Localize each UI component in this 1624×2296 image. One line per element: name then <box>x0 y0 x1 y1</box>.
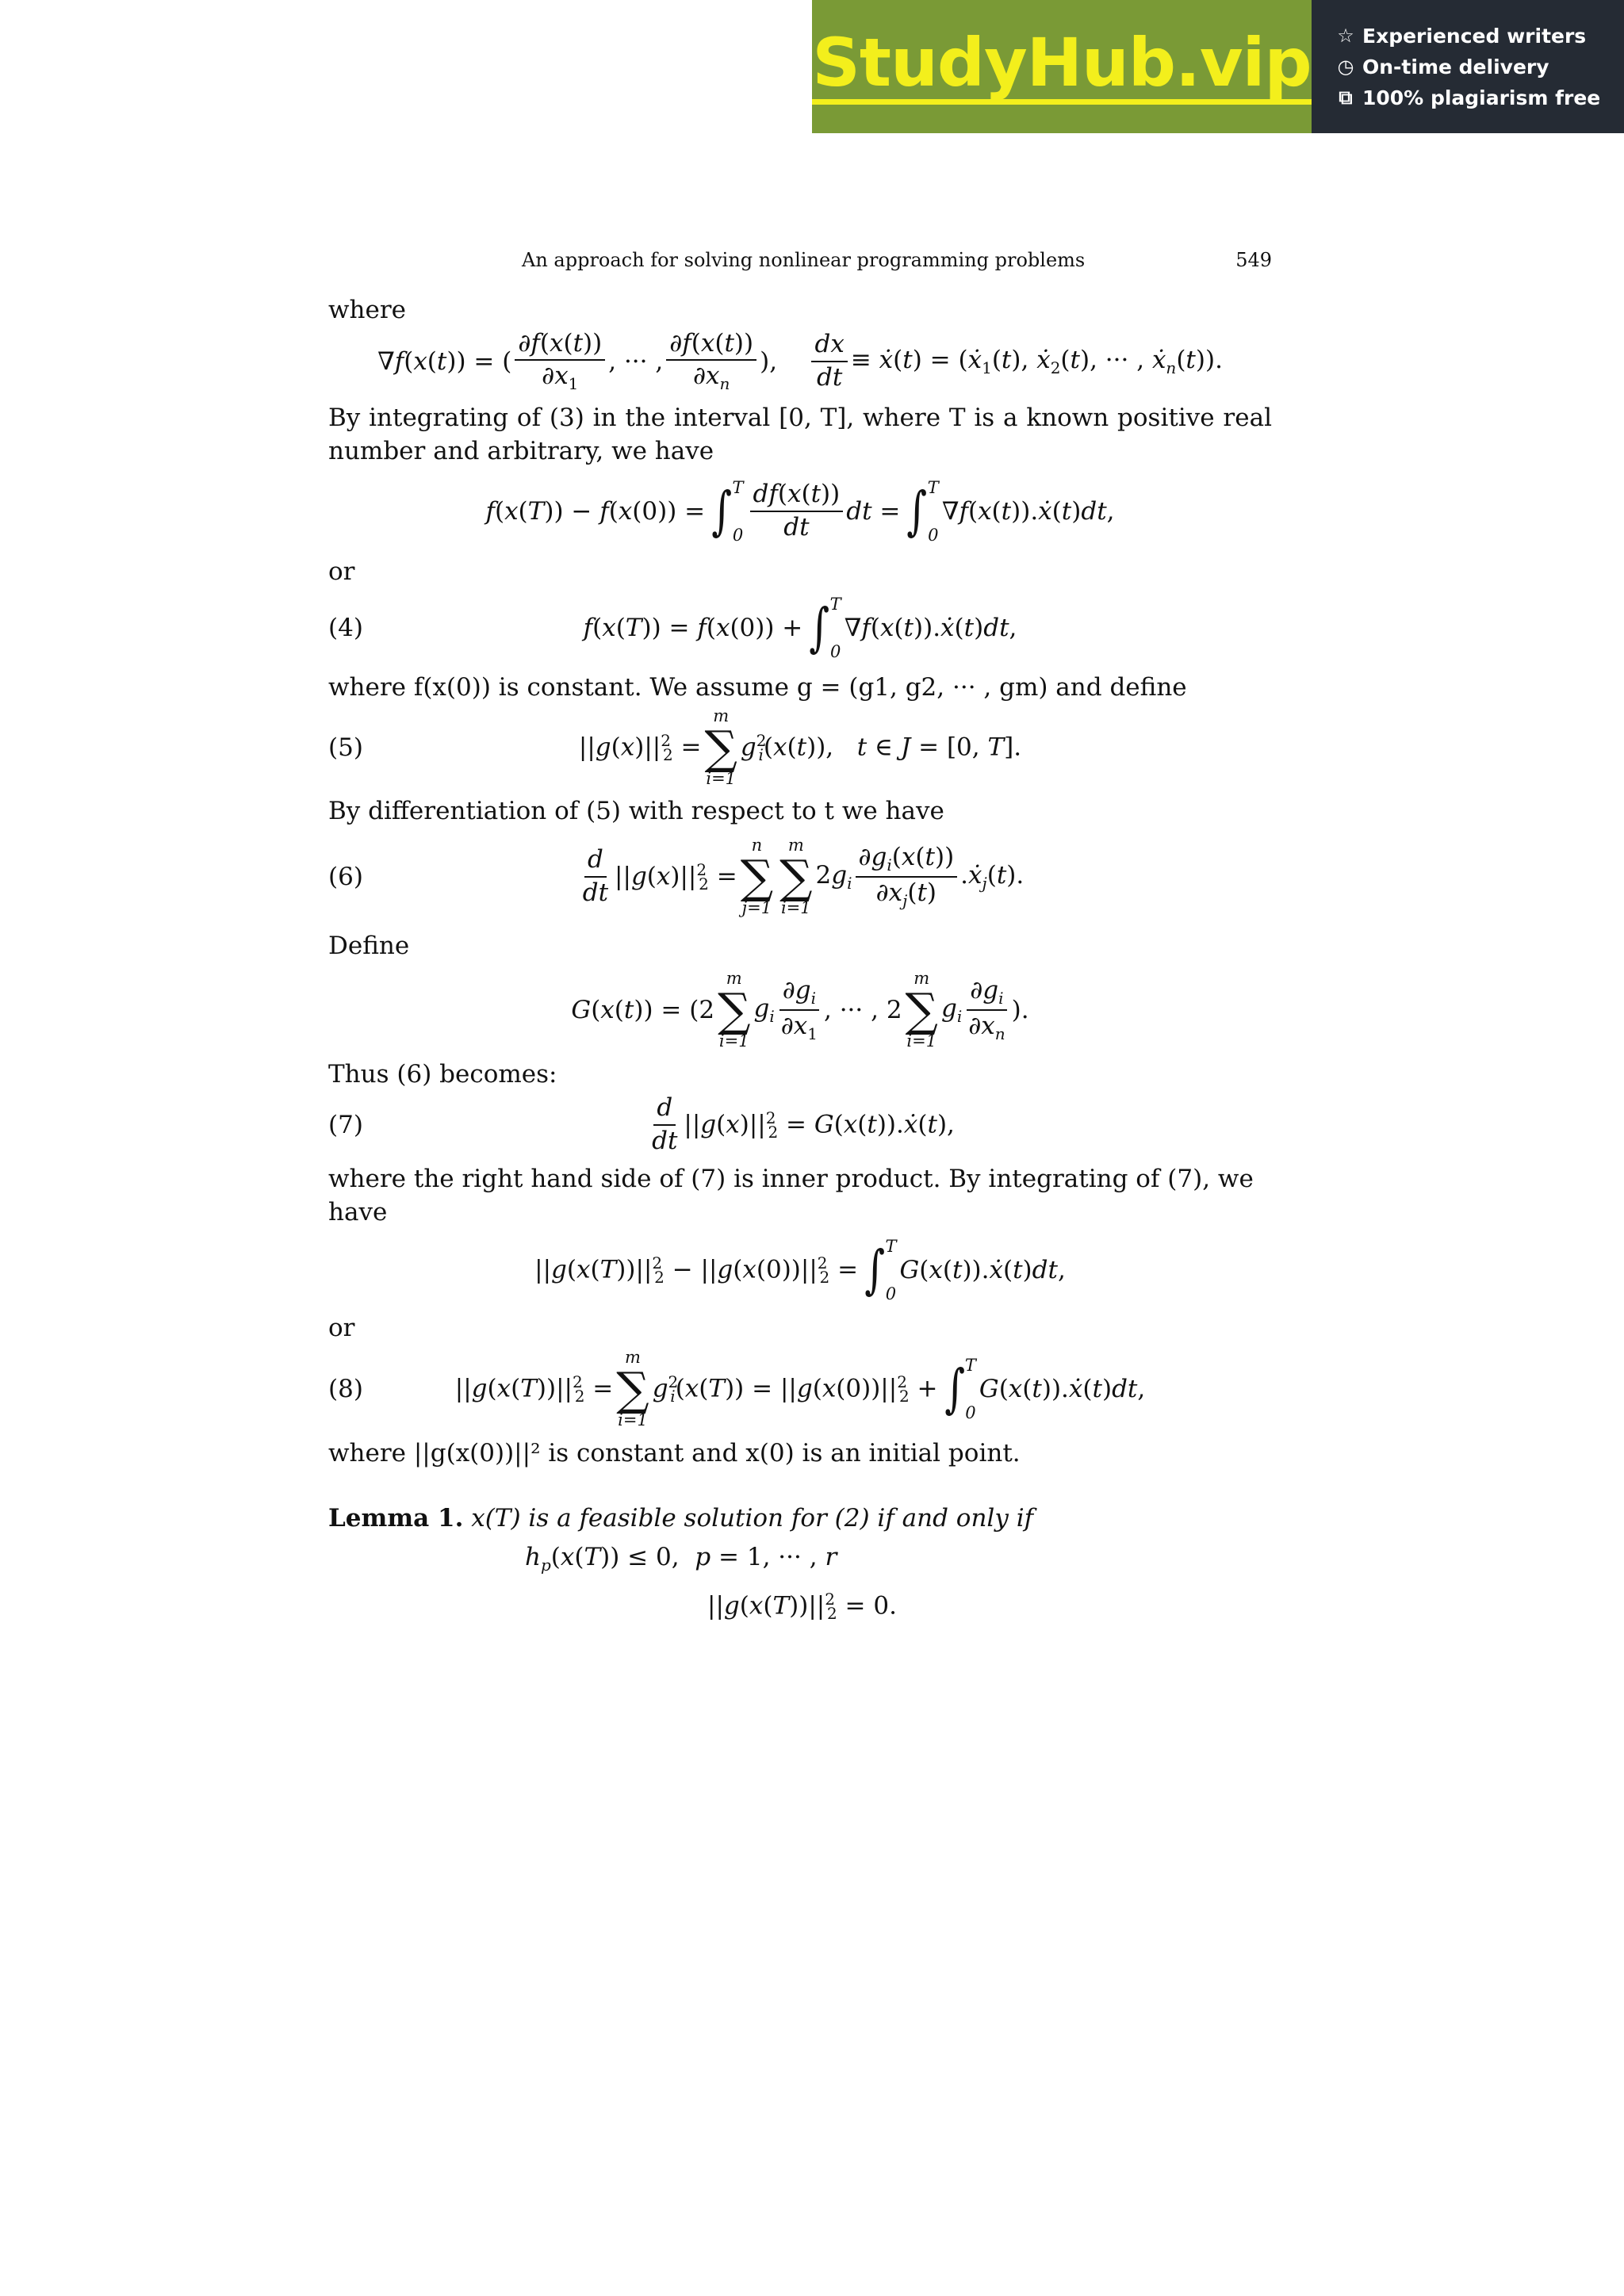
brand-logo[interactable]: StudyHub.vip <box>812 29 1311 105</box>
text-or: or <box>328 1314 355 1342</box>
lemma-label: Lemma 1. <box>328 1504 464 1533</box>
equation-G: G(x(t)) = (2 m ∑ i=1 $g_i$ $\frac{\partial g_i}{\partial x_1}$ , ··· , 2 m ∑ i=1 $g_i$ $\frac{\partial g_i}{\partial x_n}$ ). <box>571 969 1029 1050</box>
equation-difference: f(x(T)) − f(x(0)) = ∫ T 0 $\frac{df(x(t))}{dt}$ dt = ∫ T 0 ∇f(x(t)).ẋ(t)dt, <box>485 478 1115 545</box>
equation-number: (8) <box>328 1375 363 1403</box>
brand-panel[interactable] <box>812 0 1312 133</box>
star-icon: ☆ <box>1337 25 1354 47</box>
equation-norm-difference: $||g(x(T))||^2_2 - ||g(x(0))||^2_2$ = ∫ T 0 G(x(t)).ẋ(t)dt, <box>534 1237 1066 1303</box>
text-thus: Thus (6) becomes: <box>328 1060 557 1089</box>
paragraph-integrating: By integrating of (3) in the interval [0, T], where T is a known positive real number and arbitrary, we have <box>328 404 1272 465</box>
equation-number: (7) <box>328 1111 363 1139</box>
equation-5: (5) $||g(x)||^2_2$ = m ∑ i=1 $g^2_i(x(t))$, t ∈ J = [0, T]. <box>328 706 1022 788</box>
equation-number: (4) <box>328 614 363 642</box>
paragraph-inner-product: where the right hand side of (7) is inner product. By integrating of (7), we have <box>328 1165 1254 1226</box>
equation-number: (6) <box>328 863 363 891</box>
ad-banner[interactable] <box>812 0 1624 133</box>
equation-6: (6) $\frac{d}{dt}$ $||g(x)||^2_2$ = n ∑ j=1 m ∑ i=1 $2g_i$ $\frac{\partial g_i(x(t))}{\partial x_j(t)}$ .ẋ$_j$(t). <box>328 836 1025 917</box>
running-title: An approach for solving nonlinear programming problems <box>522 249 1086 271</box>
text-define: Define <box>328 932 410 960</box>
feature-experienced-writers <box>1335 25 1624 48</box>
running-header <box>328 238 1272 270</box>
equation-8: (8) $||g(x(T))||^2_2$ = m ∑ i=1 $g^2_i(x(T)) = ||g(x(0))||^2_2$ + ∫ T 0 G(x(t)).ẋ(t)dt, <box>328 1348 1146 1429</box>
text-initial-point: where ||g(x(0))||² is constant and x(0) is an initial point. <box>328 1439 1021 1468</box>
equation-number: (5) <box>328 733 363 762</box>
feature-label: 100% plagiarism free <box>1362 86 1601 109</box>
text-where: where <box>328 296 407 324</box>
feature-on-time-delivery <box>1335 55 1624 78</box>
feature-plagiarism-free <box>1335 86 1624 109</box>
lemma-condition-2: $||g(x(T))||^2_2 = 0$. <box>707 1589 897 1624</box>
lemma-statement: x(T) is a feasible solution for (2) if and only if <box>471 1504 1034 1533</box>
text-or: or <box>328 557 355 586</box>
features-panel <box>1312 0 1624 133</box>
equation-4: (4) f(x(T)) = f(x(0)) + ∫ T 0 ∇f(x(t)).ẋ(t)dt, <box>328 595 1017 661</box>
lemma-1 <box>328 1502 1272 1535</box>
equation-gradient: ∇f(x(t)) = ( $\frac{\partial f(x(t))}{\partial x_1}$ , ··· , $\frac{\partial f(x(t))}{\partial x_n}$ ), $\frac{dx}{dt}$ ≡ ẋ(t) = (ẋ$_1$(t), ẋ$_2$(t), ··· , ẋ$_n$(t)). <box>377 328 1223 394</box>
equation-7: (7) $\frac{d}{dt}$ $||g(x)||^2_2$ = G(x(t)).ẋ(t), <box>328 1093 955 1155</box>
paper-page <box>328 238 1272 1630</box>
feature-label: Experienced writers <box>1362 24 1587 48</box>
text-where-constant: where f(x(0)) is constant. We assume g = (g1, g2, ··· , gm) and define <box>328 673 1187 702</box>
feature-label: On-time delivery <box>1362 55 1549 78</box>
copy-icon: ⧉ <box>1339 86 1353 109</box>
lemma-condition-1: $h_p(x(T)) \le 0$, p = 1, ··· , r <box>525 1542 837 1575</box>
page-number: 549 <box>1235 249 1272 271</box>
clock-icon: ◷ <box>1337 55 1354 78</box>
paragraph-differentiation: By differentiation of (5) with respect to t we have <box>328 797 944 825</box>
